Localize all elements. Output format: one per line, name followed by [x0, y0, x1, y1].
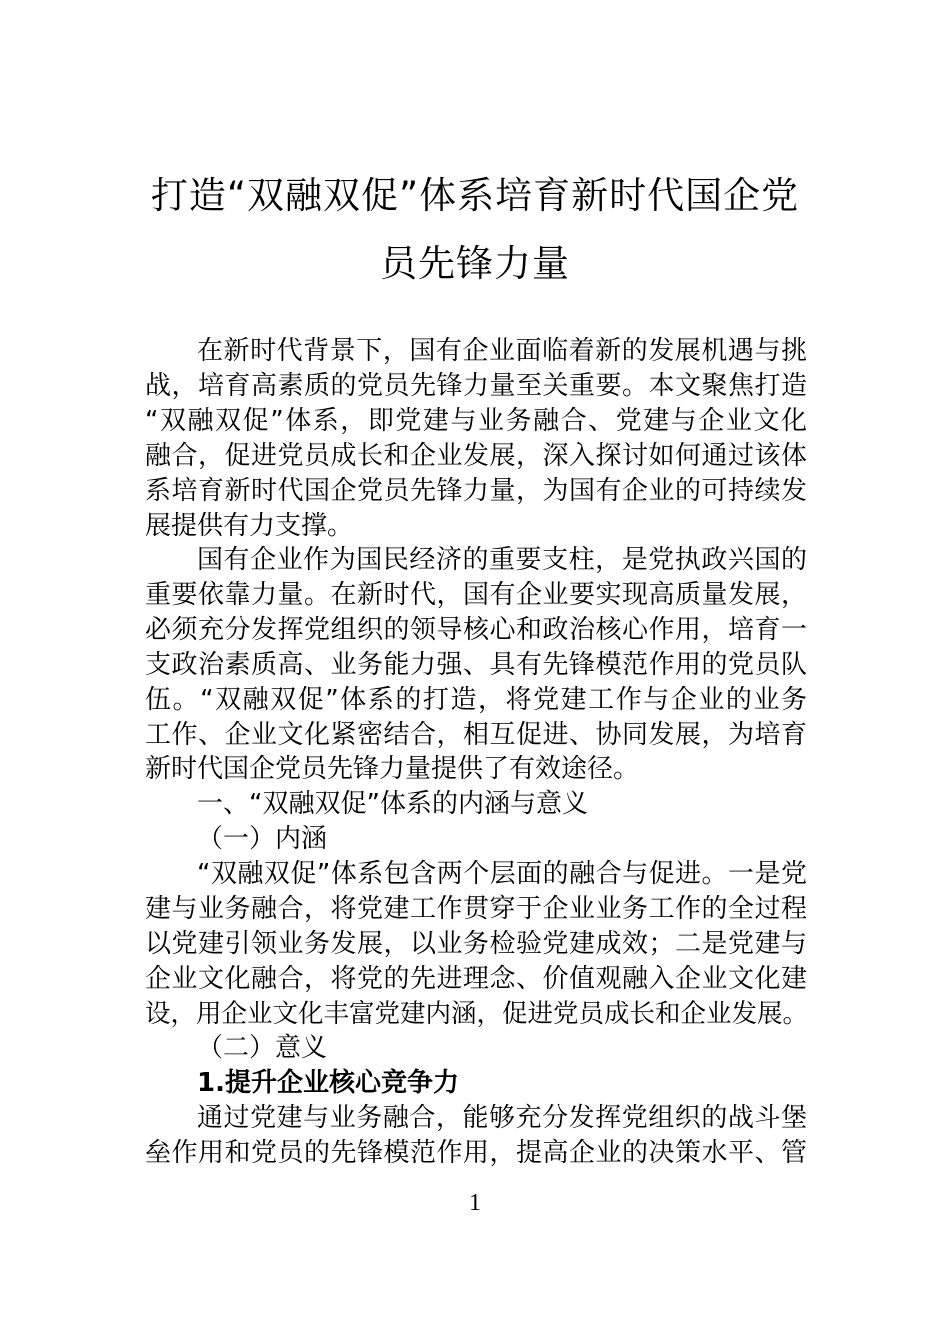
- paragraph-3-line: 建与业务融合，将党建工作贯穿于企业业务工作的全过程: [145, 894, 807, 924]
- point-heading-1: 1.提升企业核心竞争力: [197, 1068, 459, 1098]
- document-title-line-2: 员先锋力量: [380, 242, 570, 285]
- paragraph-2-line: 重要依靠力量。在新时代，国有企业要实现高质量发展，: [145, 580, 807, 610]
- paragraph-1-line: 战，培育高素质的党员先锋力量至关重要。本文聚焦打造: [145, 371, 807, 401]
- paragraph-3-line: 设，用企业文化丰富党建内涵，促进党员成长和企业发展。: [145, 999, 809, 1029]
- subsection-heading-connotation: （一）内涵: [197, 824, 328, 854]
- paragraph-2-line: 新时代国企党员先锋力量提供了有效途径。: [145, 754, 640, 784]
- paragraph-1-line: 系培育新时代国企党员先锋力量，为国有企业的可持续发: [145, 476, 807, 506]
- paragraph-2-line: 工作、企业文化紧密结合，相互促进、协同发展，为培育: [145, 720, 807, 750]
- paragraph-1-line: 融合，促进党员成长和企业发展，深入探讨如何通过该体: [145, 441, 807, 471]
- paragraph-4-line: 垒作用和党员的先锋模范作用，提高企业的决策水平、管: [145, 1138, 807, 1168]
- paragraph-2-line: 伍。“双融双促”体系的打造，将党建工作与企业的业务: [145, 685, 807, 715]
- paragraph-2-line: 国有企业作为国民经济的重要支柱，是党执政兴国的: [197, 545, 807, 575]
- page-number: 1: [469, 1190, 481, 1216]
- section-heading-1: 一、“双融双促”体系的内涵与意义: [197, 789, 588, 819]
- paragraph-2-line: 必须充分发挥党组织的领导核心和政治核心作用，培育一: [145, 615, 807, 645]
- paragraph-2-line: 支政治素质高、业务能力强、具有先锋模范作用的党员队: [145, 650, 807, 680]
- paragraph-1-line: “双融双促”体系，即党建与业务融合、党建与企业文化: [145, 406, 807, 436]
- paragraph-4-line: 通过党建与业务融合，能够充分发挥党组织的战斗堡: [197, 1103, 807, 1133]
- paragraph-3-line: 以党建引领业务发展，以业务检验党建成效；二是党建与: [145, 929, 807, 959]
- paragraph-1-line: 展提供有力支撑。: [145, 511, 354, 541]
- document-title-line-1: 打造“双融双促”体系培育新时代国企党: [150, 174, 800, 217]
- paragraph-1-line: 在新时代背景下，国有企业面临着新的发展机遇与挑: [197, 336, 807, 366]
- paragraph-3-line: “双融双促”体系包含两个层面的融合与促进。一是党: [197, 859, 807, 889]
- paragraph-3-line: 企业文化融合，将党的先进理念、价值观融入企业文化建: [145, 964, 807, 994]
- subsection-heading-significance: （二）意义: [197, 1033, 328, 1063]
